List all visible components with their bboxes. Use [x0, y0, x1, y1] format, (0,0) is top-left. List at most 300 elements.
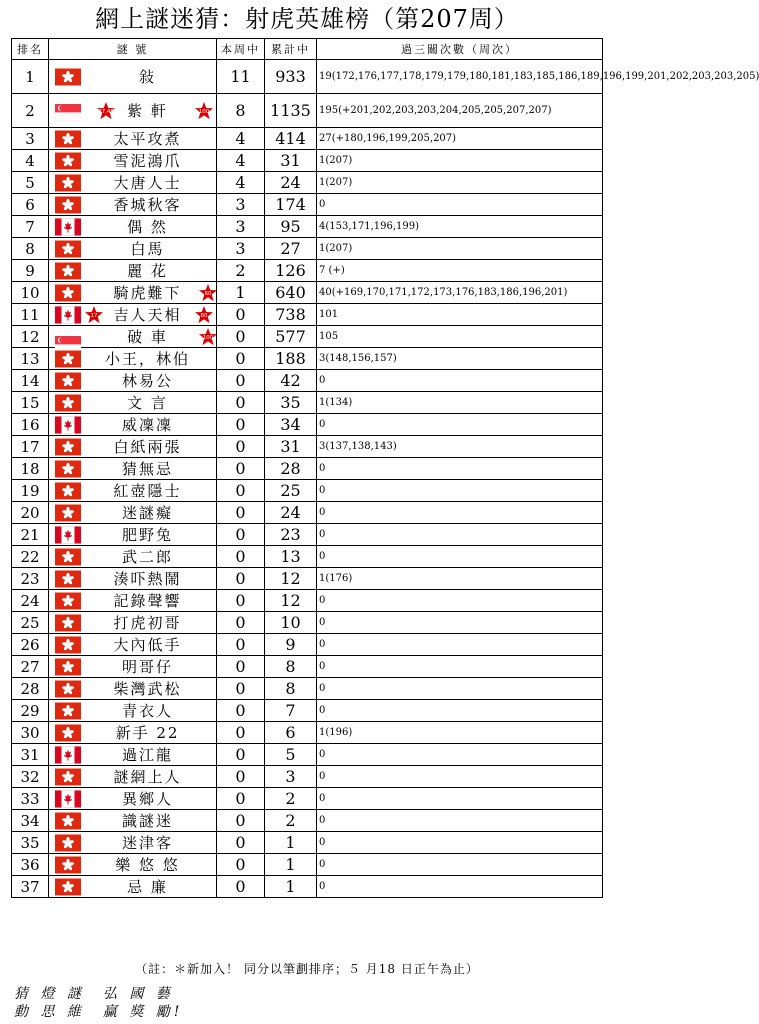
- star-badge-icon: [97, 102, 115, 120]
- hong-kong-flag-icon: [55, 262, 81, 279]
- rank-cell: 16: [12, 414, 49, 436]
- name-cell: [49, 238, 217, 260]
- table-row: [12, 150, 603, 172]
- history-cell: 1(176): [317, 568, 603, 590]
- week-count-cell: 0: [217, 810, 265, 832]
- rank-cell: 9: [12, 260, 49, 282]
- hong-kong-flag-icon: [55, 504, 81, 521]
- history-cell: 101: [317, 304, 603, 326]
- history-cell: 7 (+): [317, 260, 603, 282]
- history-cell: 0: [317, 744, 603, 766]
- rank-cell: 27: [12, 656, 49, 678]
- history-cell: 0: [317, 524, 603, 546]
- total-count-cell: 25: [265, 480, 317, 502]
- rank-cell: 18: [12, 458, 49, 480]
- week-count-cell: 0: [217, 590, 265, 612]
- entrant-name: 小王，林伯: [104, 350, 190, 368]
- name-cell: [49, 876, 217, 898]
- star-badge-text: 100: [202, 334, 214, 341]
- total-count-cell: 188: [265, 348, 317, 370]
- total-count-cell: 1135: [265, 94, 317, 128]
- header-name: 謎 號: [49, 39, 217, 60]
- hong-kong-flag-icon: [55, 130, 81, 147]
- table-row: [12, 810, 603, 832]
- history-cell: 1(207): [317, 172, 603, 194]
- entrant-name: 青衣人: [121, 702, 173, 720]
- entrant-name: 謎網上人: [113, 768, 182, 786]
- hong-kong-flag-icon: [55, 548, 81, 565]
- history-cell: 19(172,176,177,178,179,179,180,181,183,185,186,189,196,199,201,202,203,203,205): [317, 60, 603, 94]
- rank-cell: 34: [12, 810, 49, 832]
- rank-cell: 30: [12, 722, 49, 744]
- rank-cell: 20: [12, 502, 49, 524]
- total-count-cell: 7: [265, 700, 317, 722]
- table-row: [12, 854, 603, 876]
- hong-kong-flag-icon: [55, 68, 81, 85]
- total-count-cell: 12: [265, 590, 317, 612]
- history-cell: 1(207): [317, 150, 603, 172]
- week-count-cell: 0: [217, 546, 265, 568]
- entrant-name: 樂 悠 悠: [115, 856, 180, 874]
- rank-cell: 21: [12, 524, 49, 546]
- canada-flag-icon: [55, 526, 81, 543]
- total-count-cell: 35: [265, 392, 317, 414]
- history-cell: 0: [317, 414, 603, 436]
- name-cell: [49, 414, 217, 436]
- table-row: [12, 612, 603, 634]
- total-count-cell: 2: [265, 810, 317, 832]
- entrant-name: 湊吓熱鬧: [113, 570, 182, 588]
- week-count-cell: 0: [217, 788, 265, 810]
- total-count-cell: 34: [265, 414, 317, 436]
- hong-kong-flag-icon: [55, 680, 81, 697]
- entrant-name: 迷津客: [121, 834, 173, 852]
- name-cell: [49, 700, 217, 722]
- table-row: [12, 568, 603, 590]
- history-cell: 0: [317, 766, 603, 788]
- total-count-cell: 6: [265, 722, 317, 744]
- total-count-cell: 28: [265, 458, 317, 480]
- table-row: [12, 722, 603, 744]
- name-cell: [49, 612, 217, 634]
- week-count-cell: 0: [217, 744, 265, 766]
- entrant-name: 大內低手: [113, 636, 182, 654]
- name-cell: [49, 524, 217, 546]
- week-count-cell: 0: [217, 326, 265, 348]
- entrant-name: 騎虎難下: [113, 284, 182, 302]
- table-row: [12, 172, 603, 194]
- table-row: [12, 656, 603, 678]
- rank-cell: 28: [12, 678, 49, 700]
- week-count-cell: 0: [217, 634, 265, 656]
- hong-kong-flag-icon: [55, 394, 81, 411]
- hong-kong-flag-icon: [55, 702, 81, 719]
- history-cell: 105: [317, 326, 603, 348]
- hong-kong-flag-icon: [55, 438, 81, 455]
- table-row: [12, 128, 603, 150]
- entrant-name: 吉人天相: [113, 306, 182, 324]
- name-cell: [49, 502, 217, 524]
- name-cell: [49, 590, 217, 612]
- total-count-cell: 738: [265, 304, 317, 326]
- name-cell: [49, 568, 217, 590]
- week-count-cell: 0: [217, 656, 265, 678]
- table-header-row: [12, 39, 603, 60]
- entrant-name: 迷謎癡: [121, 504, 173, 522]
- rank-cell: 17: [12, 436, 49, 458]
- week-count-cell: 0: [217, 304, 265, 326]
- table-row: [12, 590, 603, 612]
- table-row: [12, 260, 603, 282]
- name-cell: [49, 60, 217, 94]
- rank-cell: 4: [12, 150, 49, 172]
- name-cell: [49, 766, 217, 788]
- name-cell: [49, 788, 217, 810]
- name-cell: [49, 436, 217, 458]
- total-count-cell: 31: [265, 150, 317, 172]
- table-row: [12, 876, 603, 898]
- name-cell: [49, 458, 217, 480]
- hong-kong-flag-icon: [55, 460, 81, 477]
- name-cell: [49, 94, 217, 128]
- singapore-flag-icon: [55, 104, 81, 121]
- name-cell: [49, 304, 217, 326]
- history-cell: 3(137,138,143): [317, 436, 603, 458]
- table-row: [12, 370, 603, 392]
- week-count-cell: 0: [217, 502, 265, 524]
- name-cell: [49, 150, 217, 172]
- week-count-cell: 1: [217, 282, 265, 304]
- history-cell: 0: [317, 502, 603, 524]
- total-count-cell: 1: [265, 854, 317, 876]
- hong-kong-flag-icon: [55, 284, 81, 301]
- rank-cell: 13: [12, 348, 49, 370]
- week-count-cell: 0: [217, 568, 265, 590]
- star-badge-icon: [85, 306, 103, 324]
- canada-flag-icon: [55, 306, 81, 323]
- hong-kong-flag-icon: [55, 834, 81, 851]
- table-row: [12, 832, 603, 854]
- rank-cell: 23: [12, 568, 49, 590]
- name-cell: [49, 634, 217, 656]
- hong-kong-flag-icon: [55, 768, 81, 785]
- entrant-name: 文 言: [127, 394, 168, 412]
- entrant-name: 雪泥鴻爪: [113, 152, 182, 170]
- week-count-cell: 0: [217, 832, 265, 854]
- rank-cell: 2: [12, 94, 49, 128]
- total-count-cell: 27: [265, 238, 317, 260]
- week-count-cell: 0: [217, 348, 265, 370]
- table-row: [12, 634, 603, 656]
- entrant-name: 識謎迷: [121, 812, 173, 830]
- total-count-cell: 1: [265, 832, 317, 854]
- table-row: [12, 282, 603, 304]
- entrant-name: 大唐人士: [113, 174, 182, 192]
- slogan-line-1: 猜 燈 謎 弘 國 藝: [14, 986, 174, 1002]
- week-count-cell: 3: [217, 194, 265, 216]
- history-cell: 0: [317, 832, 603, 854]
- hong-kong-flag-icon: [55, 482, 81, 499]
- entrant-name: 麗 花: [127, 262, 168, 280]
- entrant-name: 記錄聲響: [113, 592, 182, 610]
- total-count-cell: 9: [265, 634, 317, 656]
- entrant-name: 太平攻煮: [113, 130, 182, 148]
- total-count-cell: 640: [265, 282, 317, 304]
- total-count-cell: 8: [265, 656, 317, 678]
- history-cell: 40(+169,170,171,172,173,176,183,186,196,201): [317, 282, 603, 304]
- total-count-cell: 95: [265, 216, 317, 238]
- week-count-cell: 8: [217, 94, 265, 128]
- entrant-name: 猜無忌: [121, 460, 173, 478]
- entrant-name: 武二郎: [121, 548, 173, 566]
- week-count-cell: 0: [217, 524, 265, 546]
- star-badge-text: 37.48: [98, 108, 114, 115]
- total-count-cell: 10: [265, 612, 317, 634]
- table-row: [12, 436, 603, 458]
- total-count-cell: 13: [265, 546, 317, 568]
- total-count-cell: 8: [265, 678, 317, 700]
- canada-flag-icon: [55, 790, 81, 807]
- week-count-cell: 4: [217, 150, 265, 172]
- table-row: [12, 304, 603, 326]
- name-cell: [49, 348, 217, 370]
- rank-cell: 11: [12, 304, 49, 326]
- history-cell: 0: [317, 788, 603, 810]
- week-count-cell: 0: [217, 436, 265, 458]
- week-count-cell: 11: [217, 60, 265, 94]
- name-cell: [49, 546, 217, 568]
- rank-cell: 37: [12, 876, 49, 898]
- name-cell: [49, 282, 217, 304]
- entrant-name: 肥野兔: [121, 526, 173, 544]
- canada-flag-icon: [55, 218, 81, 235]
- rank-cell: 7: [12, 216, 49, 238]
- name-cell: [49, 656, 217, 678]
- header-rank: 排名: [12, 39, 49, 60]
- table-row: [12, 524, 603, 546]
- total-count-cell: 24: [265, 502, 317, 524]
- rank-cell: 29: [12, 700, 49, 722]
- rank-cell: 26: [12, 634, 49, 656]
- history-cell: 0: [317, 612, 603, 634]
- week-count-cell: 0: [217, 612, 265, 634]
- table-row: [12, 238, 603, 260]
- history-cell: 0: [317, 480, 603, 502]
- slogan-line-2: 動 思 維 贏 獎 勵!: [14, 1004, 184, 1020]
- history-cell: 0: [317, 590, 603, 612]
- header-total: 累計中: [265, 39, 317, 60]
- week-count-cell: 0: [217, 876, 265, 898]
- entrant-name: 異鄉人: [121, 790, 173, 808]
- hong-kong-flag-icon: [55, 724, 81, 741]
- hong-kong-flag-icon: [55, 196, 81, 213]
- total-count-cell: 174: [265, 194, 317, 216]
- table-row: [12, 744, 603, 766]
- name-cell: [49, 172, 217, 194]
- week-count-cell: 4: [217, 172, 265, 194]
- name-cell: [49, 678, 217, 700]
- name-cell: [49, 810, 217, 832]
- name-cell: [49, 722, 217, 744]
- entrant-name: 敍: [138, 68, 156, 86]
- week-count-cell: 3: [217, 238, 265, 260]
- entrant-name: 打虎初哥: [113, 614, 182, 632]
- week-count-cell: 3: [217, 216, 265, 238]
- hong-kong-flag-icon: [55, 856, 81, 873]
- star-badge-icon: [199, 284, 217, 302]
- canada-flag-icon: [55, 416, 81, 433]
- table-row: [12, 94, 603, 128]
- rank-cell: 1: [12, 60, 49, 94]
- rank-cell: 3: [12, 128, 49, 150]
- table-row: [12, 392, 603, 414]
- rank-cell: 10: [12, 282, 49, 304]
- history-cell: 0: [317, 634, 603, 656]
- history-cell: 27(+180,196,199,205,207): [317, 128, 603, 150]
- history-cell: 0: [317, 194, 603, 216]
- history-cell: 0: [317, 458, 603, 480]
- hong-kong-flag-icon: [55, 174, 81, 191]
- total-count-cell: 126: [265, 260, 317, 282]
- entrant-name: 新手 22: [115, 724, 180, 742]
- table-row: [12, 326, 603, 348]
- total-count-cell: 933: [265, 60, 317, 94]
- table-row: [12, 348, 603, 370]
- rank-cell: 6: [12, 194, 49, 216]
- hong-kong-flag-icon: [55, 570, 81, 587]
- table-row: [12, 480, 603, 502]
- hong-kong-flag-icon: [55, 658, 81, 675]
- name-cell: [49, 260, 217, 282]
- entrant-name: 白馬: [130, 240, 165, 258]
- entrant-name: 過江龍: [121, 746, 173, 764]
- total-count-cell: 2: [265, 788, 317, 810]
- hong-kong-flag-icon: [55, 152, 81, 169]
- week-count-cell: 0: [217, 458, 265, 480]
- rank-cell: 15: [12, 392, 49, 414]
- table-row: [12, 458, 603, 480]
- hong-kong-flag-icon: [55, 812, 81, 829]
- history-cell: 3(148,156,157): [317, 348, 603, 370]
- history-cell: 1(196): [317, 722, 603, 744]
- entrant-name: 紅壺隱士: [113, 482, 182, 500]
- table-row: [12, 546, 603, 568]
- week-count-cell: 0: [217, 722, 265, 744]
- rank-cell: 19: [12, 480, 49, 502]
- star-badge-icon: [195, 102, 213, 120]
- page-title: 網上謎迷猜：射虎英雄榜（第207周）: [95, 5, 519, 33]
- header-week: 本周中: [217, 39, 265, 60]
- hong-kong-flag-icon: [55, 636, 81, 653]
- table-row: [12, 678, 603, 700]
- table-row: [12, 502, 603, 524]
- total-count-cell: 414: [265, 128, 317, 150]
- total-count-cell: 31: [265, 436, 317, 458]
- rank-cell: 8: [12, 238, 49, 260]
- hong-kong-flag-icon: [55, 592, 81, 609]
- history-cell: 0: [317, 678, 603, 700]
- star-badge-text: 17: [90, 312, 98, 319]
- total-count-cell: 577: [265, 326, 317, 348]
- rank-cell: 31: [12, 744, 49, 766]
- rank-cell: 33: [12, 788, 49, 810]
- entrant-name: 白紙兩張: [113, 438, 182, 456]
- total-count-cell: 1: [265, 876, 317, 898]
- week-count-cell: 0: [217, 700, 265, 722]
- history-cell: 0: [317, 810, 603, 832]
- name-cell: [49, 194, 217, 216]
- name-cell: [49, 480, 217, 502]
- week-count-cell: 0: [217, 854, 265, 876]
- hong-kong-flag-icon: [55, 240, 81, 257]
- hong-kong-flag-icon: [55, 372, 81, 389]
- star-badge-text: 100: [198, 108, 210, 115]
- rank-cell: 36: [12, 854, 49, 876]
- rank-cell: 25: [12, 612, 49, 634]
- history-cell: 0: [317, 370, 603, 392]
- history-cell: 195(+201,202,203,203,204,205,205,207,207): [317, 94, 603, 128]
- canada-flag-icon: [55, 746, 81, 763]
- star-badge-icon: [199, 328, 217, 346]
- week-count-cell: 0: [217, 480, 265, 502]
- history-cell: 0: [317, 656, 603, 678]
- history-cell: 0: [317, 700, 603, 722]
- table-row: [12, 194, 603, 216]
- history-cell: 1(134): [317, 392, 603, 414]
- total-count-cell: 5: [265, 744, 317, 766]
- rank-cell: 12: [12, 326, 49, 348]
- total-count-cell: 42: [265, 370, 317, 392]
- table-row: [12, 216, 603, 238]
- rank-cell: 14: [12, 370, 49, 392]
- history-cell: 0: [317, 546, 603, 568]
- table-row: [12, 700, 603, 722]
- name-cell: [49, 744, 217, 766]
- star-badge-text: 60: [200, 312, 208, 319]
- history-cell: 0: [317, 854, 603, 876]
- total-count-cell: 24: [265, 172, 317, 194]
- table-row: [12, 788, 603, 810]
- name-cell: [49, 216, 217, 238]
- week-count-cell: 0: [217, 392, 265, 414]
- name-cell: [49, 128, 217, 150]
- name-cell: [49, 392, 217, 414]
- hong-kong-flag-icon: [55, 350, 81, 367]
- entrant-name: 明哥仔: [121, 658, 173, 676]
- rank-cell: 22: [12, 546, 49, 568]
- header-history: 過三關次數（周次）: [317, 39, 603, 60]
- week-count-cell: 2: [217, 260, 265, 282]
- entrant-name: 紫 軒: [127, 102, 168, 120]
- hong-kong-flag-icon: [55, 878, 81, 895]
- week-count-cell: 4: [217, 128, 265, 150]
- hong-kong-flag-icon: [55, 614, 81, 631]
- star-badge-icon: [195, 306, 213, 324]
- entrant-name: 忌 廉: [127, 878, 168, 896]
- week-count-cell: 0: [217, 414, 265, 436]
- ranking-table: [11, 38, 759, 898]
- footnote: （註：＊新加入！ 同分以筆劃排序；５ 月18 日正午為止）: [135, 962, 479, 976]
- star-badge-text: 60: [204, 290, 212, 297]
- table-row: [12, 766, 603, 788]
- table-row: [12, 414, 603, 436]
- entrant-name: 偶 然: [127, 218, 168, 236]
- table-row: [12, 60, 603, 94]
- total-count-cell: 23: [265, 524, 317, 546]
- rank-cell: 5: [12, 172, 49, 194]
- history-cell: 4(153,171,196,199): [317, 216, 603, 238]
- history-cell: 0: [317, 876, 603, 898]
